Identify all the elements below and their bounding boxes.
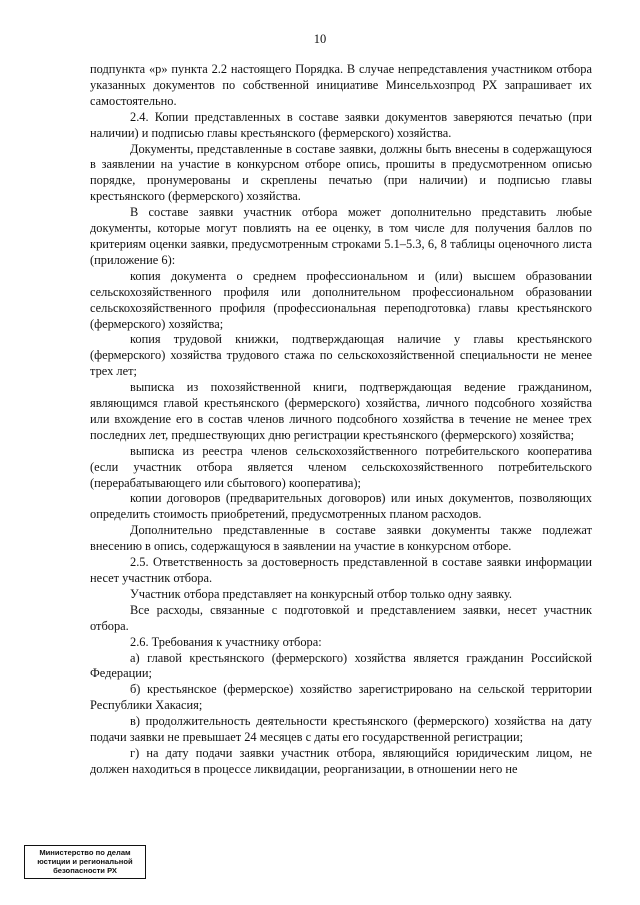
paragraph: Все расходы, связанные с подготовкой и представлением заявки, несет участник отбора. xyxy=(90,602,592,633)
paragraph: Участник отбора представляет на конкурсный отбор только одну заявку. xyxy=(130,586,512,601)
paragraph: 2.4. Копии представленных в составе заявки документов заверяются печатью (при наличии) и подписью главы крестьянского (фермерского) хозяйства. xyxy=(90,109,592,140)
paragraph: подпункта «р» пункта 2.2 настоящего Порядка. В случае непредставления участником отбора указанных документов по собственной инициативе Минсельхозпрод РХ запрашивает их самостоятельно. xyxy=(90,62,592,108)
document-body xyxy=(90,62,592,778)
page-number: 10 xyxy=(313,32,327,46)
paragraph: В составе заявки участник отбора может дополнительно представить любые документы, которые могут повлиять на ее оценку, в том числе для получения баллов по критериям оценки заявки, предусмотренным строками 5.1–5.3, 6, 8 таблицы оценочного листа (приложение 6): xyxy=(90,205,592,267)
paragraph: копия документа о среднем профессиональном и (или) высшем образовании сельскохозяйственного профиля или дополнительном профессиональном образовании сельскохозяйственного профиля (профессиональная переподготовка) главы крестьянского (фермерского) хозяйства; xyxy=(90,268,592,331)
paragraph: г) на дату подачи заявки участник отбора, являющийся юридическим лицом, не должен находиться в процессе ликвидации, реорганизации, в отношении него не xyxy=(90,745,592,776)
stamp-line: безопасности РХ xyxy=(53,866,117,876)
paragraph: копии договоров (предварительных договоров) или иных документов, позволяющих определить стоимость приобретений, предусмотренных планом расходов. xyxy=(90,491,592,522)
paragraph: Документы, представленные в составе заявки, должны быть внесены в содержащуюся в заявлении на участие в конкурсном отборе опись, прошиты в предусмотренном описью порядке, пронумерованы и скреплены печатью (при наличии) и подписью главы крестьянского (фермерского) хозяйства. xyxy=(90,141,592,204)
paragraph: 2.5. Ответственность за достоверность представленной в составе заявки информации несет участник отбора. xyxy=(90,555,592,585)
paragraph: в) продолжительность деятельности крестьянского (фермерского) хозяйства на дату подачи заявки не превышает 24 месяцев с даты его государственной регистрации; xyxy=(90,714,592,745)
paragraph: 2.6. Требования к участнику отбора: xyxy=(130,634,322,649)
stamp-line: Министерство по делам xyxy=(39,848,131,857)
paragraph: б) крестьянское (фермерское) хозяйство зарегистрировано на сельской территории Республики Хакасия; xyxy=(90,682,592,713)
paragraph: копия трудовой книжки, подтверждающая наличие у главы крестьянского (фермерского) хозяйства трудового стажа по сельскохозяйственной специальности не менее трех лет; xyxy=(90,332,592,379)
ministry-stamp xyxy=(24,845,146,879)
stamp-line: юстиции и региональной xyxy=(37,857,133,867)
paragraph: выписка из реестра членов сельскохозяйственного потребительского кооператива (если участник отбора является членом сельскохозяйственного потребительского (перерабатывающего или сбытового) кооператива); xyxy=(90,443,592,490)
paragraph: а) главой крестьянского (фермерского) хозяйства является гражданин Российской Федерации; xyxy=(90,650,592,681)
paragraph: выписка из похозяйственной книги, подтверждающая ведение гражданином, являющимся главой крестьянского (фермерского) хозяйства, личного подсобного хозяйства или вхождение его в состав членов личного подсобного хозяйства в течение не менее трех последних лет, предшествующих дню регистрации крестьянского (фермерского) хозяйства; xyxy=(90,380,592,442)
paragraph: Дополнительно представленные в составе заявки документы также подлежат внесению в опись, содержащуюся в заявлении на участие в конкурсном отборе. xyxy=(90,523,592,554)
